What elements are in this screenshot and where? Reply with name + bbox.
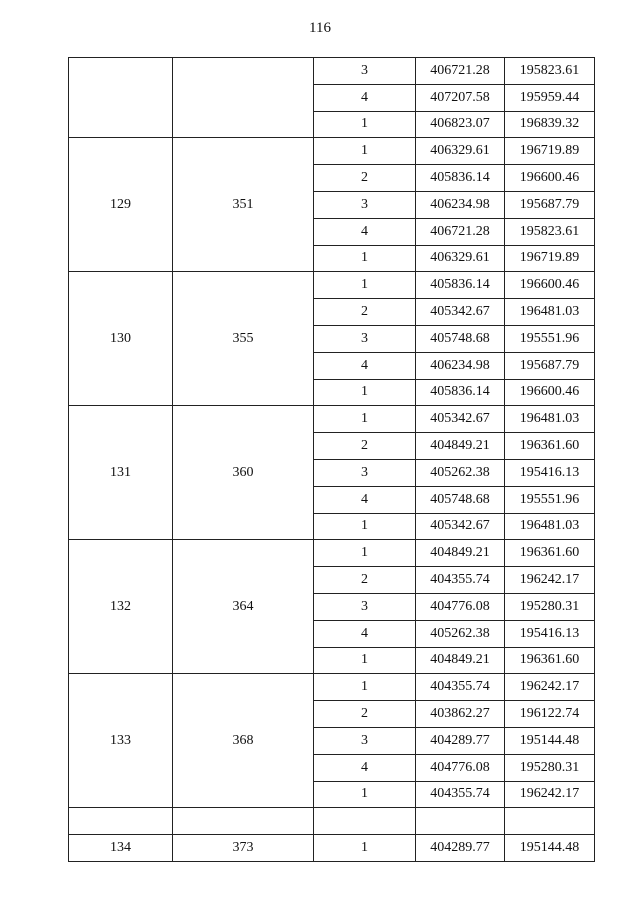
y-coordinate-cell: 196600.46 bbox=[505, 379, 595, 406]
gap-cell bbox=[173, 808, 314, 835]
y-coordinate-cell: 196600.46 bbox=[505, 165, 595, 192]
point-number-cell: 3 bbox=[314, 593, 416, 620]
point-number-cell: 3 bbox=[314, 191, 416, 218]
coordinates-table bbox=[68, 57, 595, 862]
x-coordinate-cell: 406721.28 bbox=[416, 58, 505, 85]
y-coordinate-cell: 195416.13 bbox=[505, 459, 595, 486]
parcel-id-cell: 132 bbox=[69, 540, 173, 674]
point-number-cell: 4 bbox=[314, 754, 416, 781]
table-row bbox=[69, 540, 595, 567]
table-row bbox=[69, 406, 595, 433]
gap-cell bbox=[505, 808, 595, 835]
table-row bbox=[69, 272, 595, 299]
y-coordinate-cell: 196242.17 bbox=[505, 674, 595, 701]
point-number-cell: 1 bbox=[314, 781, 416, 808]
x-coordinate-cell: 405342.67 bbox=[416, 513, 505, 540]
x-coordinate-cell: 404849.21 bbox=[416, 540, 505, 567]
y-coordinate-cell: 196242.17 bbox=[505, 781, 595, 808]
y-coordinate-cell: 195144.48 bbox=[505, 727, 595, 754]
parcel-id-cell: 133 bbox=[69, 674, 173, 808]
point-number-cell: 1 bbox=[314, 540, 416, 567]
table-row bbox=[69, 674, 595, 701]
parcel-id-cell: 129 bbox=[69, 138, 173, 272]
gap-cell bbox=[314, 808, 416, 835]
x-coordinate-cell: 406823.07 bbox=[416, 111, 505, 138]
parcel-code-cell: 360 bbox=[173, 406, 314, 540]
parcel-code-cell: 351 bbox=[173, 138, 314, 272]
point-number-cell: 4 bbox=[314, 218, 416, 245]
parcel-id-cell bbox=[69, 58, 173, 138]
y-coordinate-cell: 196242.17 bbox=[505, 567, 595, 594]
x-coordinate-cell: 405748.68 bbox=[416, 486, 505, 513]
point-number-cell: 3 bbox=[314, 325, 416, 352]
y-coordinate-cell: 195416.13 bbox=[505, 620, 595, 647]
y-coordinate-cell: 196481.03 bbox=[505, 513, 595, 540]
y-coordinate-cell: 196361.60 bbox=[505, 433, 595, 460]
point-number-cell: 1 bbox=[314, 138, 416, 165]
point-number-cell: 2 bbox=[314, 433, 416, 460]
x-coordinate-cell: 403862.27 bbox=[416, 701, 505, 728]
parcel-id-cell: 130 bbox=[69, 272, 173, 406]
gap-cell bbox=[416, 808, 505, 835]
point-number-cell: 3 bbox=[314, 459, 416, 486]
y-coordinate-cell: 196481.03 bbox=[505, 299, 595, 326]
point-number-cell: 4 bbox=[314, 84, 416, 111]
point-number-cell: 3 bbox=[314, 58, 416, 85]
point-number-cell: 4 bbox=[314, 620, 416, 647]
x-coordinate-cell: 406329.61 bbox=[416, 138, 505, 165]
y-coordinate-cell: 195823.61 bbox=[505, 58, 595, 85]
y-coordinate-cell: 195144.48 bbox=[505, 835, 595, 862]
y-coordinate-cell: 195687.79 bbox=[505, 352, 595, 379]
coordinates-table-body bbox=[69, 58, 595, 862]
y-coordinate-cell: 195959.44 bbox=[505, 84, 595, 111]
x-coordinate-cell: 405342.67 bbox=[416, 299, 505, 326]
point-number-cell: 4 bbox=[314, 486, 416, 513]
parcel-id-cell: 134 bbox=[69, 835, 173, 862]
parcel-code-cell: 364 bbox=[173, 540, 314, 674]
parcel-code-cell: 368 bbox=[173, 674, 314, 808]
point-number-cell: 1 bbox=[314, 674, 416, 701]
point-number-cell: 4 bbox=[314, 352, 416, 379]
parcel-code-cell: 355 bbox=[173, 272, 314, 406]
y-coordinate-cell: 196839.32 bbox=[505, 111, 595, 138]
point-number-cell: 1 bbox=[314, 379, 416, 406]
y-coordinate-cell: 196122.74 bbox=[505, 701, 595, 728]
x-coordinate-cell: 405748.68 bbox=[416, 325, 505, 352]
point-number-cell: 3 bbox=[314, 727, 416, 754]
x-coordinate-cell: 404289.77 bbox=[416, 835, 505, 862]
x-coordinate-cell: 406721.28 bbox=[416, 218, 505, 245]
point-number-cell: 1 bbox=[314, 835, 416, 862]
point-number-cell: 1 bbox=[314, 513, 416, 540]
x-coordinate-cell: 404289.77 bbox=[416, 727, 505, 754]
x-coordinate-cell: 406234.98 bbox=[416, 352, 505, 379]
x-coordinate-cell: 405836.14 bbox=[416, 272, 505, 299]
x-coordinate-cell: 404849.21 bbox=[416, 647, 505, 674]
y-coordinate-cell: 195280.31 bbox=[505, 754, 595, 781]
x-coordinate-cell: 406234.98 bbox=[416, 191, 505, 218]
y-coordinate-cell: 195280.31 bbox=[505, 593, 595, 620]
table-row bbox=[69, 138, 595, 165]
x-coordinate-cell: 404849.21 bbox=[416, 433, 505, 460]
x-coordinate-cell: 405342.67 bbox=[416, 406, 505, 433]
y-coordinate-cell: 196719.89 bbox=[505, 138, 595, 165]
parcel-id-cell: 131 bbox=[69, 406, 173, 540]
point-number-cell: 2 bbox=[314, 567, 416, 594]
x-coordinate-cell: 404355.74 bbox=[416, 674, 505, 701]
point-number-cell: 1 bbox=[314, 647, 416, 674]
y-coordinate-cell: 196719.89 bbox=[505, 245, 595, 272]
x-coordinate-cell: 404776.08 bbox=[416, 593, 505, 620]
y-coordinate-cell: 195551.96 bbox=[505, 325, 595, 352]
y-coordinate-cell: 196361.60 bbox=[505, 647, 595, 674]
point-number-cell: 2 bbox=[314, 299, 416, 326]
y-coordinate-cell: 196600.46 bbox=[505, 272, 595, 299]
row-gap bbox=[69, 808, 595, 835]
point-number-cell: 1 bbox=[314, 406, 416, 433]
y-coordinate-cell: 195823.61 bbox=[505, 218, 595, 245]
point-number-cell: 1 bbox=[314, 111, 416, 138]
point-number-cell: 2 bbox=[314, 165, 416, 192]
x-coordinate-cell: 407207.58 bbox=[416, 84, 505, 111]
page-number: 116 bbox=[309, 20, 331, 36]
table-row bbox=[69, 58, 595, 85]
x-coordinate-cell: 404355.74 bbox=[416, 567, 505, 594]
y-coordinate-cell: 195687.79 bbox=[505, 191, 595, 218]
x-coordinate-cell: 406329.61 bbox=[416, 245, 505, 272]
point-number-cell: 1 bbox=[314, 272, 416, 299]
y-coordinate-cell: 195551.96 bbox=[505, 486, 595, 513]
parcel-code-cell bbox=[173, 58, 314, 138]
point-number-cell: 1 bbox=[314, 245, 416, 272]
gap-cell bbox=[69, 808, 173, 835]
x-coordinate-cell: 405836.14 bbox=[416, 165, 505, 192]
point-number-cell: 2 bbox=[314, 701, 416, 728]
x-coordinate-cell: 404776.08 bbox=[416, 754, 505, 781]
x-coordinate-cell: 404355.74 bbox=[416, 781, 505, 808]
x-coordinate-cell: 405262.38 bbox=[416, 620, 505, 647]
parcel-code-cell: 373 bbox=[173, 835, 314, 862]
x-coordinate-cell: 405836.14 bbox=[416, 379, 505, 406]
y-coordinate-cell: 196361.60 bbox=[505, 540, 595, 567]
x-coordinate-cell: 405262.38 bbox=[416, 459, 505, 486]
table-row bbox=[69, 835, 595, 862]
y-coordinate-cell: 196481.03 bbox=[505, 406, 595, 433]
